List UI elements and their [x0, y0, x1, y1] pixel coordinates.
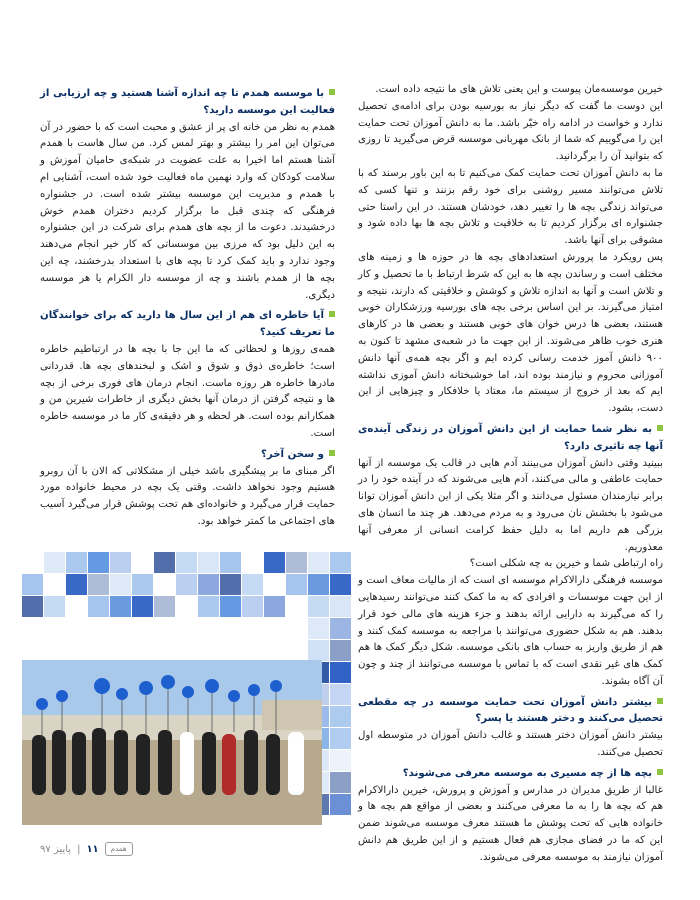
- interview-question: [358, 695, 663, 729]
- bullet-icon: [657, 769, 663, 775]
- interview-question: [40, 447, 335, 464]
- footer-separator: |: [77, 843, 81, 855]
- question-text: با موسسه همدم تا چه اندازه آشنا هستید و چه ارزیابی از فعالیت این موسسه دارید؟: [40, 88, 335, 116]
- mosaic-tile: [330, 706, 351, 727]
- question-text: آیا خاطره ای هم از این سال ها دارید که برای خوانندگان ما تعریف کنید؟: [40, 310, 335, 339]
- mosaic-tile: [154, 596, 175, 617]
- bullet-icon: [329, 450, 335, 456]
- mosaic-tile: [110, 552, 131, 573]
- mosaic-tile: [88, 552, 109, 573]
- mosaic-tile: [198, 596, 219, 617]
- mosaic-tile: [198, 574, 219, 595]
- mosaic-tile: [22, 596, 43, 617]
- mosaic-tile: [44, 596, 65, 617]
- bullet-icon: [657, 698, 663, 704]
- mosaic-tile: [330, 640, 351, 661]
- mosaic-tile: [330, 662, 351, 683]
- page-footer: [40, 842, 133, 856]
- body-paragraph: این دوست ما گفت که دیگر نیاز به بورسیه بودن برای ادامه‌ی تحصیل ندارد و خواست در ادامه راه خیّر باشد. ما به دانش آموزان تحت حمایت این را می‌گوییم که شما از بانک مهربانی موسسه قرض می‌گیرید تا روزی که بتوانید آن را برگردانید.: [358, 100, 663, 163]
- mosaic-tile: [330, 596, 351, 617]
- mosaic-tile: [44, 552, 65, 573]
- mosaic-tile: [66, 552, 87, 573]
- bullet-icon: [329, 89, 335, 95]
- mosaic-tile: [88, 596, 109, 617]
- question-text: به نظر شما حمایت از این دانش آموزان در زندگی آینده‌ی آنها چه تاثیری دارد؟: [358, 423, 663, 452]
- mosaic-tile: [220, 574, 241, 595]
- body-paragraph: غالبا از طریق مدیران در مدارس و آموزش و پرورش، خیرین دارالاکرام هم که بچه ها را به ما معرفی می‌کنند و بعضی از مواقع هم بچه ها و خانواده هایی که تحت پوشش ما هستند معرف موسسه می‌شوند ضمن این که ما در فضای مجازی هم فعال هستیم و از این طریق هم دانش آموزان نیازمند به موسسه معرفی می‌شوند.: [358, 784, 663, 863]
- mosaic-tile: [264, 552, 285, 573]
- mosaic-tile: [220, 552, 241, 573]
- mosaic-tile: [330, 750, 351, 771]
- group-photo: [22, 660, 322, 825]
- interview-question: [40, 86, 335, 120]
- mosaic-tile: [308, 640, 329, 661]
- mosaic-tile: [330, 552, 351, 573]
- mosaic-tile: [110, 596, 131, 617]
- mosaic-tile: [176, 574, 197, 595]
- body-paragraph: راه ارتباطی شما و خیرین به چه شکلی است؟: [469, 558, 663, 570]
- body-paragraph: ببینید وقتی دانش آموزان می‌بینند آدم هایی در قالب یک موسسه از آنها حمایت عاطفی و مالی می‌کنند، آدم هایی می‌شوند که در آینده خود را در برابر نیازمندان مسئول می‌دانند و اگر مثلا یکی از این دانش آموزان توانا می‌شود با بخشش نان می‌رود و به مردم می‌دهد. هر چند ما انسان های بزرگی هم داریم اما به دلیل حفظ کرامت انسانی از معرفی آنها معذوریم.: [358, 457, 663, 553]
- body-paragraph: بیشتر دانش آموزان دختر هستند و غالب دانش آموزان در متوسطه اول تحصیل می‌کنند.: [358, 730, 663, 759]
- mosaic-tile: [330, 772, 351, 793]
- body-paragraph: موسسه فرهنگی دارالاکرام موسسه ای است که از مالیات معاف است و از این جهت موسسات و افرادی که به ما کمک کنند می‌توانند رسیدهایی را که می‌گیرند به دارایی ارائه بدهند و جزء هزینه های مالی خود قرار بدهند. هم به شکل حضوری می‌توانند با مراجعه به موسسه کمک کنند و هم از طریق واریز به حساب های بانکی موسسه. شکل دیگر کمک ها هم کمک های غیر نقدی است که با تماس با موسسه می‌توانند از چند و چون آن آگاه بشوند.: [358, 575, 663, 687]
- mosaic-tile: [330, 618, 351, 639]
- mosaic-tile: [132, 596, 153, 617]
- body-paragraph: ما به دانش آموزان تحت حمایت کمک می‌کنیم تا به این باور برسند که با تلاش می‌توانند مسیر روشنی برای خود رقم بزنند و تنها کسی که می‌تواند زندگی بچه ها را تغییر دهد، خودشان هستند. در این راستا حتی جشنواره ای برگزار کردیم تا به خلاقیت و تلاش بچه ها بها داده شود و مشوقی برای آنها باشد.: [358, 167, 663, 247]
- question-text: و سخن آخر؟: [260, 448, 324, 460]
- mosaic-tile: [308, 552, 329, 573]
- mosaic-tile: [242, 596, 263, 617]
- body-paragraph: همدم به نظر من خانه ای پر از عشق و محبت است که با حضور در آن می‌توان این امر را بیشتر و بهتر لمس کرد. من سال هاست با همدم آشنا هستم اما اخیرا به علت عضویت در شبکه‌ی حامیان آموزش و سلامت کودکان که وارد نهمین ماه فعالیت خود شده است، آشنایی ام با همدم و مدیریت این موسسه بیشتر شده است. در جشنواره فرهنگی که چندی قبل ما برگزار کردیم دختران همدم خوش درخشیدند. دعوت ما از بچه های همدم برای شرکت در این جشنواره به این دلیل بود که مرزی بین موسساتی که کار خیر انجام می‌دهند وجود ندارد و باید کمک کرد تا بچه های با استعداد بدرخشند، چه این بچه ها از همدم باشند و چه از موسسه دار الکرام یا هر موسسه دیگری.: [40, 121, 335, 301]
- body-paragraph: خیرین موسسه‌مان پیوست و این یعنی تلاش های ما نتیجه داده است.: [375, 84, 663, 95]
- mosaic-tile: [308, 574, 329, 595]
- mosaic-tile: [132, 574, 153, 595]
- mosaic-tile: [176, 552, 197, 573]
- mosaic-tile: [110, 574, 131, 595]
- interview-question: [40, 308, 335, 342]
- group-photo-illustration: [22, 660, 322, 825]
- mosaic-tile: [330, 728, 351, 749]
- issue-label: پاییز ۹۷: [40, 843, 72, 855]
- mosaic-tile: [308, 618, 329, 639]
- bullet-icon: [657, 425, 663, 431]
- body-paragraph: پس رویکرد ما پرورش استعدادهای بچه ها در حوزه ها و زمینه های مختلف است و رساندن بچه ها به این که شرط ارتباط با ما تحصیل و کار و تلاش است و آنها به اندازه تلاش و کوشش و خلاقیتی که دارند، نتیجه و امتیاز می‌گیرند. بر این اساس برخی بچه های بورسیه ورزشکاران خوبی هستند، بعضی ها درس خوان های خوبی هستند و بعضی ها در کارهای هنری خوب ظاهر می‌شوند. از این جهت ما در شعبه‌ی مشهد تا کنون به ۹۰۰ دانش آموز خدمت رسانی کرده ایم و اگر بچه همه‌ی آنها دانش آموزانی محروم و نیازمند بوده اند، اما خوشبختانه دانش آموزی نداشته ایم که بعد از خروج از سیستم ما، معتاد یا خلافکار و چیزهایی از این دست، بشود.: [358, 251, 663, 415]
- magazine-logo: همدم: [105, 842, 133, 856]
- mosaic-tile: [220, 596, 241, 617]
- mosaic-tile: [198, 552, 219, 573]
- mosaic-tile: [242, 574, 263, 595]
- mosaic-tile: [88, 574, 109, 595]
- question-text: بیشتر دانش آموزان تحت حمایت موسسه در چه مقطعی تحصیل می‌کنند و دختر هستند یا پسر؟: [358, 696, 663, 725]
- mosaic-tile: [286, 552, 307, 573]
- body-paragraph: اگر مبنای ما بر پیشگیری باشد خیلی از مشکلاتی که الان با آن روبرو هستیم وجود نخواهد داشت. وقتی یک بچه در محیط خانواده مورد حمایت قرار می‌گیرد و خانواده‌ای هم تحت پوشش قرار می‌گیرد آسیب های اجتماعی ما کمتر خواهد بود.: [40, 465, 335, 527]
- mosaic-tile: [66, 574, 87, 595]
- right-text-column: [358, 82, 663, 867]
- mosaic-tile: [154, 552, 175, 573]
- mosaic-tile: [264, 596, 285, 617]
- question-text: بچه ها از چه مسیری به موسسه معرفی می‌شوند؟: [402, 767, 652, 779]
- body-paragraph: همه‌ی روزها و لحظاتی که ما این جا با بچه ها در ارتباطیم خاطره است؛ خاطره‌ی ذوق و شوق و اشک و لبخندهای بچه ها. قدردانی مادرها خاطره هر روزه ماست. انجام درمان های فوری برخی از بچه ها و نتیجه گرفتن از درمان آنها بخش دیگری از خاطرات شیرین من و همکارانم بوده است. هر لحظه و هر دقیقه‌ی کار ما در موسسه خاطره است.: [40, 343, 335, 439]
- bullet-icon: [329, 311, 335, 317]
- page-number: ۱۱: [86, 843, 99, 855]
- left-text-column: [40, 82, 335, 531]
- mosaic-tile: [330, 684, 351, 705]
- mosaic-tile: [330, 574, 351, 595]
- mosaic-tile: [308, 596, 329, 617]
- mosaic-tile: [22, 574, 43, 595]
- mosaic-tile: [286, 574, 307, 595]
- interview-question: [358, 422, 663, 456]
- interview-question: [358, 766, 663, 783]
- mosaic-tile: [330, 794, 351, 815]
